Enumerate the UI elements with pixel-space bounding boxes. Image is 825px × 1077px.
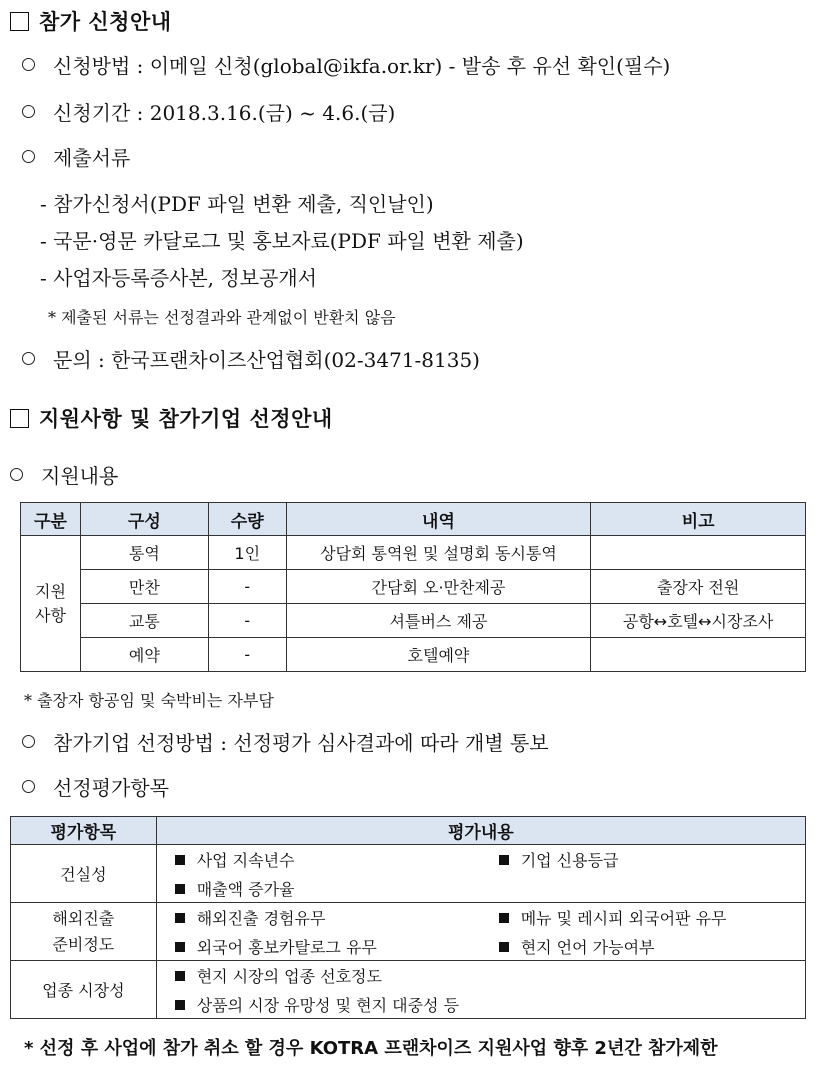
square-bullet-icon <box>175 971 185 981</box>
support-table <box>20 502 806 672</box>
doc-item: - 참가신청서(PDF 파일 변환 제출, 직인날인) <box>40 192 434 216</box>
table-row: 지원 사항 통역 1인 상담회 통역원 및 설명회 동시통역 <box>21 536 806 570</box>
table-row: 교통 - 셔틀버스 제공 공항↔호텔↔시장조사 <box>21 604 806 638</box>
circle-bullet-icon <box>22 150 35 163</box>
square-bullet-icon <box>175 884 185 894</box>
table-row: 만찬 - 간담회 오·만찬제공 출장자 전원 <box>21 570 806 604</box>
apply-period: 신청기간 : 2018.3.16.(금) ~ 4.6.(금) <box>22 97 395 126</box>
final-note: * 선정 후 사업에 참가 취소 할 경우 KOTRA 프랜차이즈 지원사업 향후 2년간 참가제한 <box>24 1038 718 1059</box>
support-group-cell: 지원 사항 <box>21 536 81 672</box>
square-bullet-icon <box>499 942 509 952</box>
circle-bullet-icon <box>10 468 23 481</box>
circle-bullet-icon <box>22 58 35 71</box>
table-row: 건실성 사업 지속년수 기업 신용등급 매출액 증가율 <box>11 845 806 903</box>
table-row: 예약 - 호텔예약 <box>21 638 806 672</box>
support-note: * 출장자 항공임 및 숙박비는 자부담 <box>24 691 274 710</box>
circle-bullet-icon <box>22 780 35 793</box>
square-bullet-icon <box>175 1000 185 1010</box>
square-bullet-icon <box>175 942 185 952</box>
eval-label: 선정평가항목 <box>22 772 169 801</box>
eval-table <box>10 816 806 1019</box>
apply-method: 신청방법 : 이메일 신청(global@ikfa.or.kr) - 발송 후 유선 확인(필수) <box>22 50 670 79</box>
doc-item: - 사업자등록증사본, 정보공개서 <box>40 266 317 290</box>
circle-bullet-icon <box>22 735 35 748</box>
circle-bullet-icon <box>22 105 35 118</box>
support-table-header: 구분 구성 수량 내역 비고 <box>21 503 806 536</box>
docs-note: * 제출된 서류는 선정결과와 관계없이 반환치 않음 <box>48 308 396 327</box>
support-label: 지원내용 <box>10 460 118 489</box>
square-bullet-icon <box>499 913 509 923</box>
section2-title: 지원사항 및 참가기업 선정안내 <box>39 407 333 431</box>
table-row: 업종 시장성 현지 시장의 업종 선호정도 상품의 시장 유망성 및 현지 대중성 등 <box>11 961 806 1019</box>
section2-heading <box>10 403 333 433</box>
doc-item: - 국문·영문 카달로그 및 홍보자료(PDF 파일 변환 제출) <box>40 229 524 253</box>
docs-label: 제출서류 <box>22 142 130 171</box>
section1-heading <box>10 6 172 36</box>
eval-table-header: 평가항목 평가내용 <box>11 817 806 845</box>
table-row: 해외진출 준비정도 해외진출 경험유무 메뉴 및 레시피 외국어판 유무 외국어 홍보카탈로그 유무 현지 언어 가능여부 <box>11 903 806 961</box>
section1-title: 참가 신청안내 <box>39 10 172 34</box>
square-bullet-icon <box>499 855 509 865</box>
checkbox-square-icon <box>10 409 29 428</box>
selection-method: 참가기업 선정방법 : 선정평가 심사결과에 따라 개별 통보 <box>22 727 549 756</box>
square-bullet-icon <box>175 855 185 865</box>
square-bullet-icon <box>175 913 185 923</box>
checkbox-square-icon <box>10 12 29 31</box>
inquiry: 문의 : 한국프랜차이즈산업협회(02-3471-8135) <box>22 344 480 373</box>
circle-bullet-icon <box>22 352 35 365</box>
